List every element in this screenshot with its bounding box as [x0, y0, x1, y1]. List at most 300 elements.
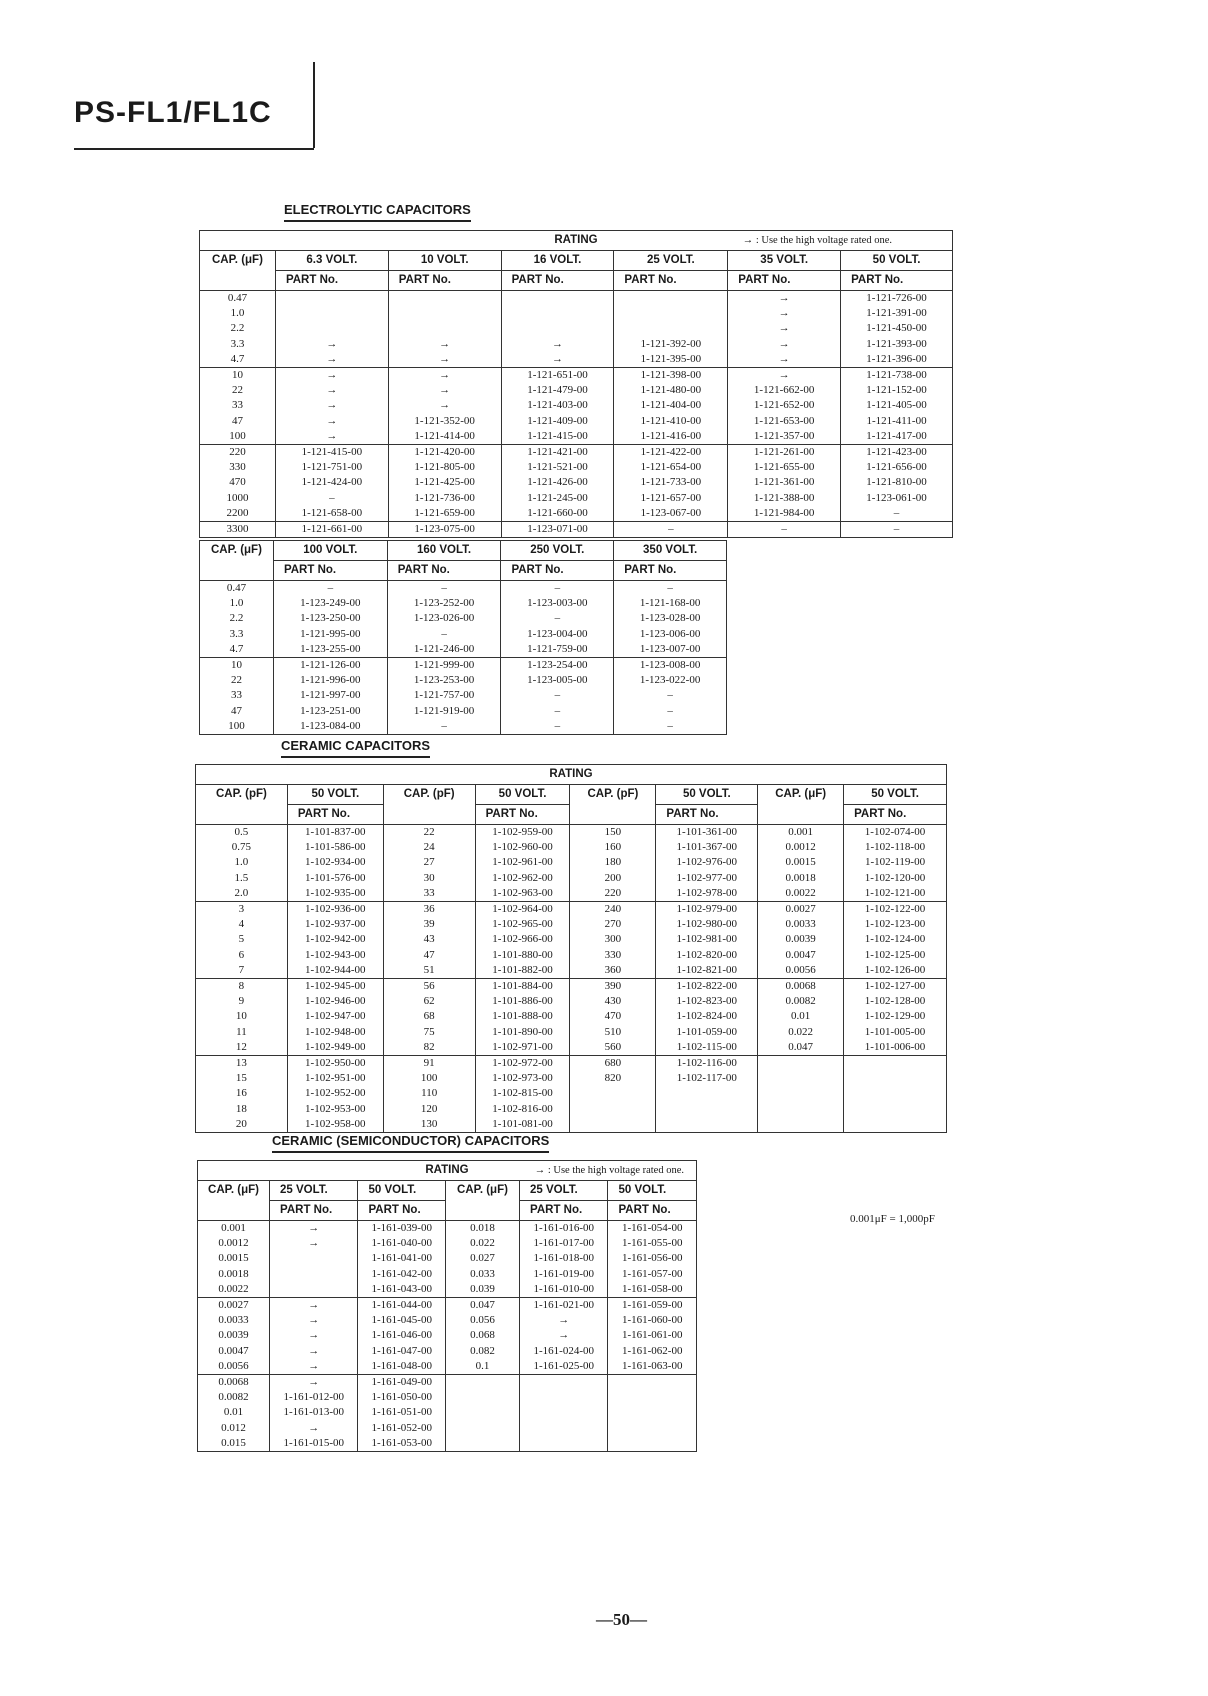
rating-note: → : Use the high voltage rated one. [742, 235, 892, 246]
table-cell: 820 [570, 1071, 656, 1086]
semiconductor-body [198, 1221, 697, 1452]
part-header: PART No. [614, 271, 728, 291]
table-cell: 0.001 [758, 825, 844, 841]
table-cell: 0.0068 [198, 1375, 270, 1391]
table-cell: 1-121-396-00 [841, 352, 953, 368]
table-cell: 27 [383, 855, 475, 870]
table-cell: 1-102-949-00 [287, 1040, 383, 1056]
table-cell [445, 1436, 519, 1452]
table-cell: 1-102-966-00 [475, 932, 570, 947]
table-cell: 0.0056 [198, 1359, 270, 1375]
part-header: PART No. [273, 561, 387, 581]
part-header: PART No. [358, 1201, 445, 1221]
table-row [196, 948, 947, 963]
table-cell: 1-101-886-00 [475, 994, 570, 1009]
table-cell: 1-123-249-00 [273, 596, 387, 611]
table-cell: – [841, 506, 953, 522]
table-cell: 160 [570, 840, 656, 855]
table-cell: 1-121-751-00 [275, 460, 388, 475]
table-cell: 1-102-961-00 [475, 855, 570, 870]
table-cell: 47 [200, 414, 276, 429]
table-row [200, 627, 727, 642]
table-cell: 1-121-261-00 [728, 445, 841, 461]
table-cell: 33 [200, 398, 276, 413]
table-cell: 1-102-119-00 [844, 855, 947, 870]
table-cell: 1-123-028-00 [614, 611, 727, 626]
table-cell: 110 [383, 1086, 475, 1101]
table-row [196, 1040, 947, 1056]
table-cell: 1-101-361-00 [656, 825, 758, 841]
table-cell: 1-161-013-00 [270, 1405, 358, 1420]
table-cell: 330 [200, 460, 276, 475]
table-cell: 30 [383, 871, 475, 886]
table-cell [844, 1102, 947, 1117]
table-cell: 0.082 [445, 1344, 519, 1359]
ceramic-table [195, 764, 947, 1133]
table-row [198, 1359, 697, 1375]
table-cell: 1-161-061-00 [608, 1328, 697, 1343]
table-cell: 1-102-816-00 [475, 1102, 570, 1117]
table-cell: 1.0 [196, 855, 288, 870]
table-cell: 10 [200, 658, 274, 674]
table-cell: 1-102-944-00 [287, 963, 383, 979]
table-cell: 1-121-415-00 [275, 445, 388, 461]
table-cell: 0.068 [445, 1328, 519, 1343]
rating-header: RATING [196, 765, 947, 785]
table-cell: 1-123-026-00 [387, 611, 501, 626]
table-cell: 1-121-405-00 [841, 398, 953, 413]
table-cell [388, 321, 501, 336]
volt-header: 16 VOLT. [501, 251, 614, 271]
table-cell: 1-121-659-00 [388, 506, 501, 522]
part-header: PART No. [388, 271, 501, 291]
table-cell: – [614, 581, 727, 597]
table-cell [608, 1436, 697, 1452]
table-cell: 1-161-057-00 [608, 1267, 697, 1282]
table-cell: 1-121-651-00 [501, 368, 614, 384]
table-cell: 1-161-050-00 [358, 1390, 445, 1405]
table-cell: 1-121-657-00 [614, 491, 728, 506]
table-cell: 1-101-586-00 [287, 840, 383, 855]
table-cell: 4.7 [200, 642, 274, 658]
table-cell: 0.0047 [758, 948, 844, 963]
table-cell: 1-102-978-00 [656, 886, 758, 902]
table-row [196, 979, 947, 995]
table-cell: 1-121-654-00 [614, 460, 728, 475]
table-cell: 1-123-067-00 [614, 506, 728, 522]
table-cell [844, 1056, 947, 1072]
table-cell: → [270, 1421, 358, 1436]
table-cell: 1.5 [196, 871, 288, 886]
table-cell: 0.047 [758, 1040, 844, 1056]
rating-header [198, 1161, 697, 1181]
table-cell: 1-121-417-00 [841, 429, 953, 445]
table-cell: 1-121-995-00 [273, 627, 387, 642]
part-header: PART No. [608, 1201, 697, 1221]
volt-header: 25 VOLT. [520, 1181, 608, 1201]
table-cell: → [270, 1236, 358, 1251]
table-cell: – [387, 627, 501, 642]
volt-header: 25 VOLT. [614, 251, 728, 271]
table-row [200, 306, 953, 321]
table-cell: 1-161-015-00 [270, 1436, 358, 1452]
table-cell: 1-123-253-00 [387, 673, 501, 688]
table-cell [844, 1071, 947, 1086]
table-cell: 1-161-060-00 [608, 1313, 697, 1328]
table-cell: 1-161-044-00 [358, 1298, 445, 1314]
page-number: —50— [596, 1610, 647, 1629]
table-cell: 1-102-127-00 [844, 979, 947, 995]
table-cell: 0.75 [196, 840, 288, 855]
table-cell [758, 1086, 844, 1101]
table-cell: 1-121-388-00 [728, 491, 841, 506]
cap-header: CAP. (μF) [200, 541, 274, 581]
table-row [198, 1282, 697, 1298]
table-cell: → [270, 1313, 358, 1328]
cap-header: CAP. (μF) [198, 1181, 270, 1221]
table-row [198, 1251, 697, 1266]
table-cell: → [520, 1313, 608, 1328]
table-row [196, 871, 947, 886]
part-header: PART No. [656, 805, 758, 825]
table-cell: 0.0015 [198, 1251, 270, 1266]
table-cell: 0.012 [198, 1421, 270, 1436]
table-cell: 47 [200, 704, 274, 719]
table-cell: 18 [196, 1102, 288, 1117]
table-cell: 1-101-890-00 [475, 1025, 570, 1040]
table-cell: 1-102-821-00 [656, 963, 758, 979]
table-row [200, 321, 953, 336]
table-cell: 270 [570, 917, 656, 932]
table-cell: 1-121-361-00 [728, 475, 841, 490]
part-header: PART No. [387, 561, 501, 581]
table-cell: → [270, 1359, 358, 1375]
table-row [196, 1086, 947, 1101]
table-cell [275, 321, 388, 336]
table-cell: 1-123-022-00 [614, 673, 727, 688]
table-cell: 1-161-018-00 [520, 1251, 608, 1266]
table-cell: → [275, 429, 388, 445]
ceramic-title: CERAMIC CAPACITORS [281, 738, 430, 758]
table-cell: 0.1 [445, 1359, 519, 1375]
rating-label: RATING [425, 1164, 469, 1176]
table-cell: 1-121-403-00 [501, 398, 614, 413]
table-cell: 220 [200, 445, 276, 461]
table-row [200, 383, 953, 398]
table-row [200, 704, 727, 719]
table-cell: 1-121-653-00 [728, 414, 841, 429]
table-cell: – [501, 704, 614, 719]
table-cell [501, 306, 614, 321]
table-cell: 0.056 [445, 1313, 519, 1328]
table-cell [844, 1117, 947, 1133]
table-cell: 1-161-058-00 [608, 1282, 697, 1298]
table-cell: 1-161-010-00 [520, 1282, 608, 1298]
table-cell: 1-121-246-00 [387, 642, 501, 658]
table-cell: 1-161-040-00 [358, 1236, 445, 1251]
table-cell: 1-102-943-00 [287, 948, 383, 963]
volt-header: 25 VOLT. [270, 1181, 358, 1201]
table-cell: 1-121-656-00 [841, 460, 953, 475]
table-cell [388, 306, 501, 321]
table-cell: 1-102-976-00 [656, 855, 758, 870]
table-row [196, 855, 947, 870]
table-cell: 0.0022 [758, 886, 844, 902]
table-cell: 1-102-117-00 [656, 1071, 758, 1086]
table-cell: 1-123-007-00 [614, 642, 727, 658]
table-cell: 1-121-996-00 [273, 673, 387, 688]
table-cell: 1-161-045-00 [358, 1313, 445, 1328]
table-cell: 1-123-252-00 [387, 596, 501, 611]
table-cell: 11 [196, 1025, 288, 1040]
table-cell: 0.015 [198, 1436, 270, 1452]
table-cell: 1-102-824-00 [656, 1009, 758, 1024]
table-cell: 1-161-041-00 [358, 1251, 445, 1266]
part-header: PART No. [520, 1201, 608, 1221]
table-cell: 1-121-415-00 [501, 429, 614, 445]
table-row [200, 337, 953, 352]
table-cell: 560 [570, 1040, 656, 1056]
electrolytic-hv-table [199, 540, 727, 735]
table-cell [608, 1405, 697, 1420]
table-cell: – [841, 522, 953, 538]
table-cell: 1-121-420-00 [388, 445, 501, 461]
electrolytic-title: ELECTROLYTIC CAPACITORS [284, 202, 471, 222]
table-row [200, 291, 953, 307]
table-cell: 1-161-048-00 [358, 1359, 445, 1375]
table-cell: 1-102-948-00 [287, 1025, 383, 1040]
table-cell: 1-102-121-00 [844, 886, 947, 902]
table-cell [520, 1405, 608, 1420]
table-row [200, 673, 727, 688]
volt-header: 50 VOLT. [844, 785, 947, 805]
table-row [198, 1221, 697, 1237]
table-cell: 1-102-126-00 [844, 963, 947, 979]
table-cell: – [501, 611, 614, 626]
table-cell: 1-102-964-00 [475, 902, 570, 918]
table-row [196, 1025, 947, 1040]
table-cell: → [275, 398, 388, 413]
table-cell: 330 [570, 948, 656, 963]
table-cell: 1-121-393-00 [841, 337, 953, 352]
table-cell [570, 1086, 656, 1101]
table-cell: 0.0039 [758, 932, 844, 947]
table-cell: 1-121-805-00 [388, 460, 501, 475]
table-cell: 1-101-005-00 [844, 1025, 947, 1040]
table-cell: 82 [383, 1040, 475, 1056]
table-row [200, 658, 727, 674]
table-cell: 0.0012 [758, 840, 844, 855]
table-cell: 1-102-815-00 [475, 1086, 570, 1101]
table-cell: 33 [200, 688, 274, 703]
table-cell: 3.3 [200, 627, 274, 642]
table-cell: 1-161-055-00 [608, 1236, 697, 1251]
table-cell: 0.027 [445, 1251, 519, 1266]
table-cell [520, 1390, 608, 1405]
volt-header: 50 VOLT. [656, 785, 758, 805]
part-header: PART No. [728, 271, 841, 291]
table-cell: 1-161-046-00 [358, 1328, 445, 1343]
table-cell: 3 [196, 902, 288, 918]
table-cell [275, 306, 388, 321]
table-cell: 1-121-421-00 [501, 445, 614, 461]
table-row [200, 688, 727, 703]
table-cell: 1-102-977-00 [656, 871, 758, 886]
table-cell: – [501, 719, 614, 735]
part-header: PART No. [614, 561, 727, 581]
table-cell: 0.0018 [198, 1267, 270, 1282]
table-row [200, 352, 953, 368]
table-row [198, 1313, 697, 1328]
table-cell: 1-121-919-00 [387, 704, 501, 719]
table-cell: 8 [196, 979, 288, 995]
table-cell: 1-102-965-00 [475, 917, 570, 932]
table-cell: 0.022 [445, 1236, 519, 1251]
semiconductor-table [197, 1160, 697, 1452]
table-cell: 1-121-392-00 [614, 337, 728, 352]
table-cell: 1-121-426-00 [501, 475, 614, 490]
table-cell: 1-121-411-00 [841, 414, 953, 429]
table-cell: 1-102-962-00 [475, 871, 570, 886]
table-cell: 1-121-652-00 [728, 398, 841, 413]
table-cell [656, 1102, 758, 1117]
volt-header: 50 VOLT. [841, 251, 953, 271]
table-cell: 1-101-882-00 [475, 963, 570, 979]
cap-header: CAP. (pF) [570, 785, 656, 825]
table-cell [656, 1117, 758, 1133]
table-row [196, 886, 947, 902]
table-cell: 1-102-953-00 [287, 1102, 383, 1117]
table-cell: – [728, 522, 841, 538]
table-cell: 9 [196, 994, 288, 1009]
table-row [200, 506, 953, 522]
table-cell: 0.0039 [198, 1328, 270, 1343]
cap-header: CAP. (μF) [758, 785, 844, 825]
table-cell: 1-102-115-00 [656, 1040, 758, 1056]
table-cell: 1-102-952-00 [287, 1086, 383, 1101]
table-cell: 39 [383, 917, 475, 932]
table-cell: 1000 [200, 491, 276, 506]
title-divider-horizontal [74, 148, 314, 150]
table-cell: – [614, 522, 728, 538]
table-cell: 100 [200, 429, 276, 445]
table-cell: 4.7 [200, 352, 276, 368]
table-cell: 1-123-006-00 [614, 627, 727, 642]
table-cell: 0.0012 [198, 1236, 270, 1251]
table-cell: 1-102-936-00 [287, 902, 383, 918]
table-cell: 1-102-125-00 [844, 948, 947, 963]
electrolytic-hv-body [200, 581, 727, 735]
table-cell: 1-161-039-00 [358, 1221, 445, 1237]
table-cell: 1-123-255-00 [273, 642, 387, 658]
table-cell: 2.2 [200, 611, 274, 626]
table-cell: 0.047 [445, 1298, 519, 1314]
table-cell: → [275, 368, 388, 384]
table-cell: 0.0027 [198, 1298, 270, 1314]
table-cell: 22 [200, 383, 276, 398]
table-cell: 1-102-971-00 [475, 1040, 570, 1056]
part-header: PART No. [501, 561, 614, 581]
table-cell: 1-161-054-00 [608, 1221, 697, 1237]
table-cell: 1-161-017-00 [520, 1236, 608, 1251]
table-cell: – [275, 491, 388, 506]
table-cell: 1-102-980-00 [656, 917, 758, 932]
table-cell: 1-101-888-00 [475, 1009, 570, 1024]
volt-header: 50 VOLT. [287, 785, 383, 805]
table-cell: 1-101-576-00 [287, 871, 383, 886]
volt-header: 250 VOLT. [501, 541, 614, 561]
table-cell: 3.3 [200, 337, 276, 352]
table-cell [445, 1375, 519, 1391]
table-cell: 2.2 [200, 321, 276, 336]
table-cell [614, 306, 728, 321]
table-cell: 1-102-981-00 [656, 932, 758, 947]
cap-header: CAP. (μF) [200, 251, 276, 291]
part-header: PART No. [475, 805, 570, 825]
table-cell: 22 [200, 673, 274, 688]
table-row [200, 429, 953, 445]
cap-header: CAP. (pF) [383, 785, 475, 825]
table-cell: 47 [383, 948, 475, 963]
volt-header: 100 VOLT. [273, 541, 387, 561]
rating-label: RATING [554, 234, 598, 246]
table-cell: 1-121-416-00 [614, 429, 728, 445]
table-cell: 0.018 [445, 1221, 519, 1237]
table-row [200, 368, 953, 384]
table-cell: 1-101-367-00 [656, 840, 758, 855]
table-cell: 1-123-251-00 [273, 704, 387, 719]
table-cell: 1-161-012-00 [270, 1390, 358, 1405]
table-cell: 1-101-837-00 [287, 825, 383, 841]
table-cell: 1-102-950-00 [287, 1056, 383, 1072]
part-header: PART No. [841, 271, 953, 291]
table-cell: – [501, 688, 614, 703]
table-cell: 16 [196, 1086, 288, 1101]
table-cell: → [275, 337, 388, 352]
part-header: PART No. [844, 805, 947, 825]
table-row [200, 398, 953, 413]
table-cell: 1-102-074-00 [844, 825, 947, 841]
table-cell: → [270, 1344, 358, 1359]
table-cell [758, 1117, 844, 1133]
table-cell: 390 [570, 979, 656, 995]
table-cell: 33 [383, 886, 475, 902]
table-cell: 0.0082 [198, 1390, 270, 1405]
table-cell: 1-123-004-00 [501, 627, 614, 642]
table-cell: 1-161-025-00 [520, 1359, 608, 1375]
table-cell: → [270, 1375, 358, 1391]
table-cell [570, 1102, 656, 1117]
table-cell: 1-121-661-00 [275, 522, 388, 538]
table-cell: → [388, 337, 501, 352]
table-cell: 1-121-726-00 [841, 291, 953, 307]
table-cell: 1-121-999-00 [387, 658, 501, 674]
table-row [196, 963, 947, 979]
table-row [196, 932, 947, 947]
table-cell: 1-102-972-00 [475, 1056, 570, 1072]
table-cell: 13 [196, 1056, 288, 1072]
table-cell: 0.0082 [758, 994, 844, 1009]
table-cell: 36 [383, 902, 475, 918]
table-cell: 1-161-024-00 [520, 1344, 608, 1359]
table-cell: 24 [383, 840, 475, 855]
volt-header: 350 VOLT. [614, 541, 727, 561]
table-cell [520, 1421, 608, 1436]
table-cell: 1-102-129-00 [844, 1009, 947, 1024]
table-cell: 1-161-053-00 [358, 1436, 445, 1452]
table-cell: → [728, 368, 841, 384]
table-cell: 470 [570, 1009, 656, 1024]
